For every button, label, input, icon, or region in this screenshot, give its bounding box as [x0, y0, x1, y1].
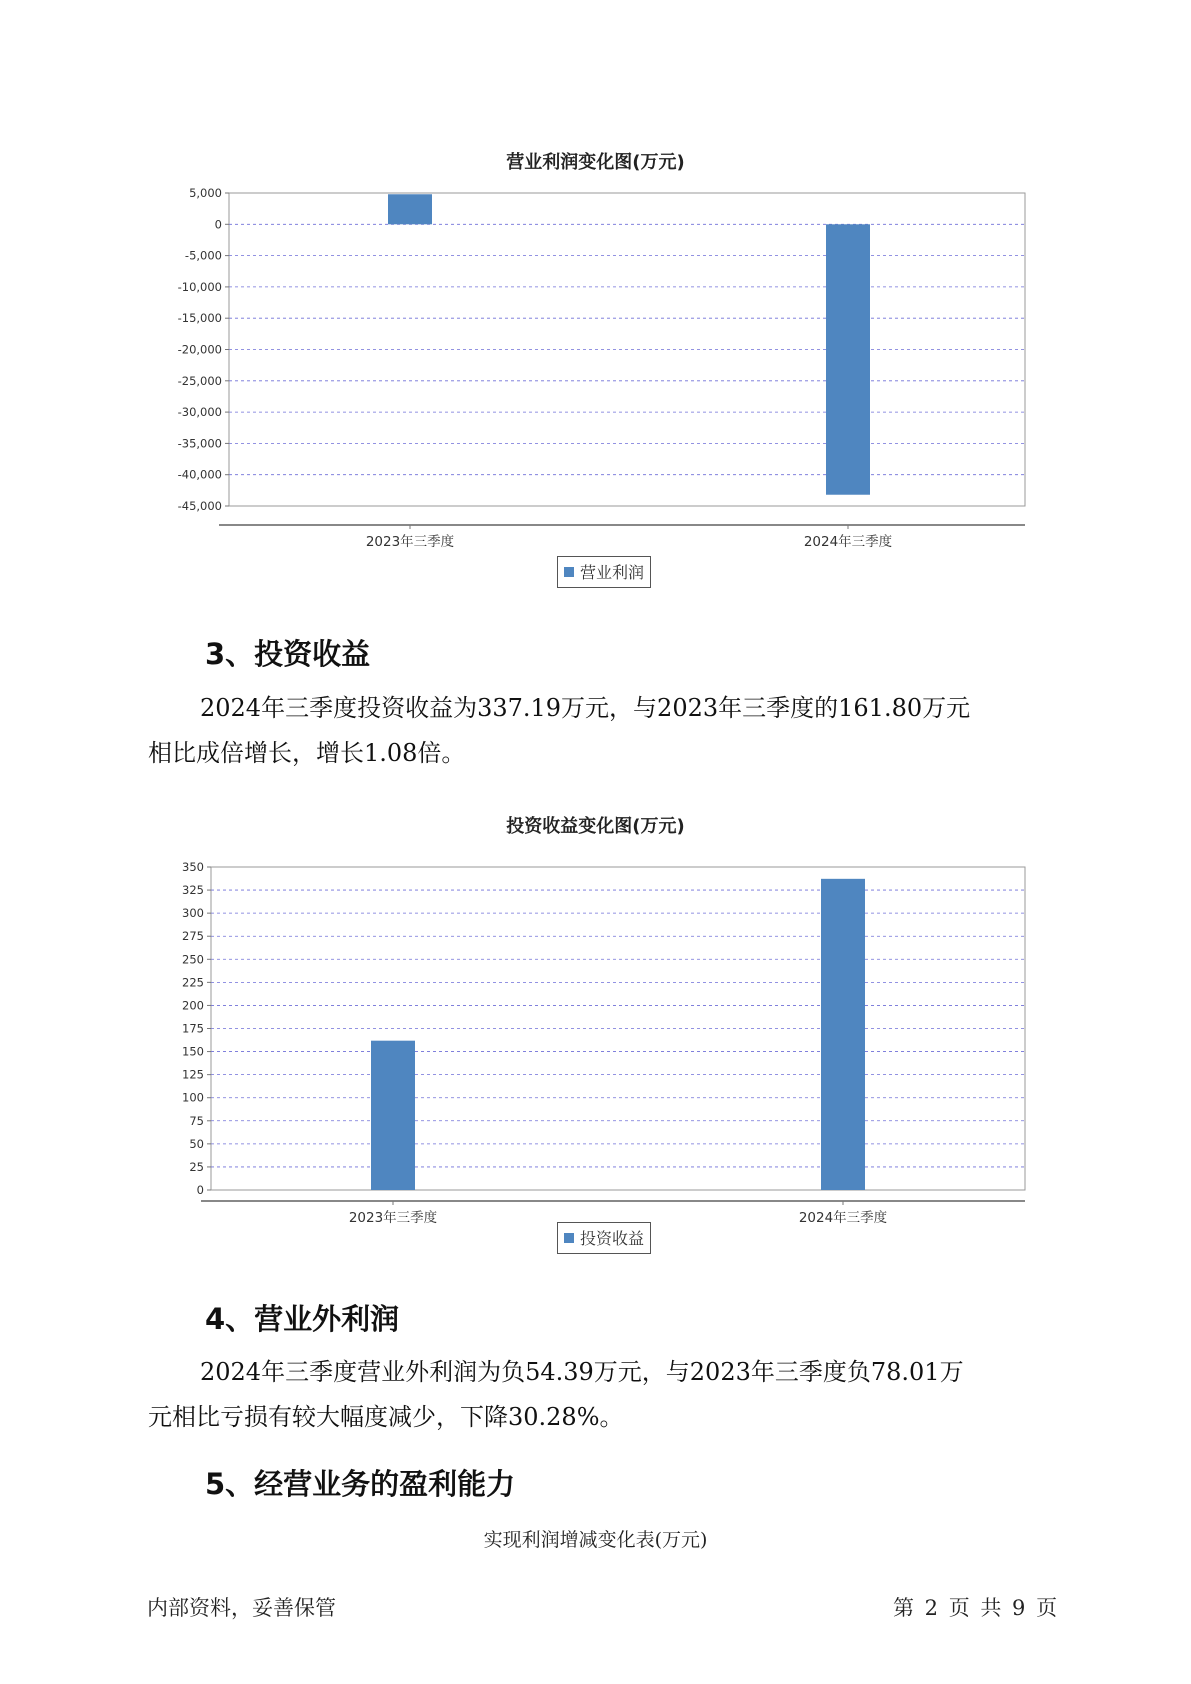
paragraph-line: 相比成倍增长，增长1.08倍。 — [148, 739, 466, 767]
paragraph-line: 元相比亏损有较大幅度减少，下降30.28%。 — [148, 1403, 624, 1431]
x-tick-label: 2024年三季度 — [798, 1210, 888, 1226]
y-tick-label: -10,000 — [177, 279, 222, 294]
non-operating-paragraph — [148, 1350, 1048, 1440]
bar — [821, 879, 865, 1190]
section-heading-non-operating: 4、营业外利润 — [205, 1302, 400, 1336]
y-tick-label: 325 — [182, 883, 204, 898]
legend-label: 营业利润 — [580, 563, 645, 582]
y-tick-label: 125 — [182, 1067, 204, 1082]
operating-profit-chart-svg — [0, 180, 1191, 550]
table-caption: 实现利润增减变化表(万元) — [483, 1529, 708, 1551]
y-tick-label: 0 — [196, 1183, 204, 1197]
x-tick-label: 2024年三季度 — [803, 534, 893, 550]
y-tick-label: 250 — [182, 952, 204, 967]
y-tick-label: -15,000 — [177, 311, 222, 326]
y-tick-label: -5,000 — [184, 248, 222, 263]
y-tick-label: 50 — [189, 1136, 204, 1151]
y-tick-label: 300 — [182, 906, 204, 921]
y-tick-label: 175 — [182, 1021, 204, 1036]
y-tick-label: 200 — [182, 998, 204, 1013]
chart-title: 营业利润变化图(万元) — [506, 152, 685, 173]
y-tick-label: 150 — [182, 1044, 204, 1059]
x-tick-label: 2023年三季度 — [348, 1210, 438, 1226]
y-tick-label: -25,000 — [177, 373, 222, 388]
chart-title: 投资收益变化图(万元) — [506, 816, 685, 837]
y-tick-label: 225 — [182, 975, 204, 990]
paragraph-line: 2024年三季度投资收益为337.19万元，与2023年三季度的161.80万元 — [200, 694, 971, 722]
y-tick-label: 350 — [182, 860, 204, 874]
legend-swatch — [564, 567, 574, 577]
legend-swatch — [564, 1233, 574, 1243]
y-tick-label: 275 — [182, 929, 204, 944]
y-tick-label: 25 — [189, 1159, 204, 1174]
y-tick-label: -35,000 — [177, 436, 222, 451]
footer-page-number: 第 2 页 共 9 页 — [893, 1596, 1058, 1620]
y-tick-label: -45,000 — [177, 499, 222, 513]
section-heading-profitability: 5、经营业务的盈利能力 — [205, 1467, 516, 1501]
bar — [371, 1041, 415, 1190]
paragraph-line: 2024年三季度营业外利润为负54.39万元，与2023年三季度负78.01万 — [200, 1358, 964, 1386]
y-tick-label: 5,000 — [189, 186, 222, 200]
investment-paragraph — [148, 686, 1048, 776]
y-tick-label: 0 — [214, 217, 222, 232]
legend-label: 投资收益 — [580, 1229, 645, 1248]
bar — [826, 224, 870, 494]
chart-legend — [557, 556, 651, 588]
y-tick-label: 75 — [189, 1113, 204, 1128]
footer-confidential-note: 内部资料，妥善保管 — [147, 1596, 336, 1620]
y-tick-label: -40,000 — [177, 467, 222, 482]
investment-income-chart-svg — [0, 845, 1191, 1226]
y-tick-label: 100 — [182, 1090, 204, 1105]
bar — [388, 194, 432, 224]
section-heading-investment: 3、投资收益 — [205, 637, 371, 671]
y-tick-label: -20,000 — [177, 342, 222, 357]
chart-legend — [557, 1222, 651, 1254]
x-tick-label: 2023年三季度 — [365, 534, 455, 550]
y-tick-label: -30,000 — [177, 405, 222, 420]
